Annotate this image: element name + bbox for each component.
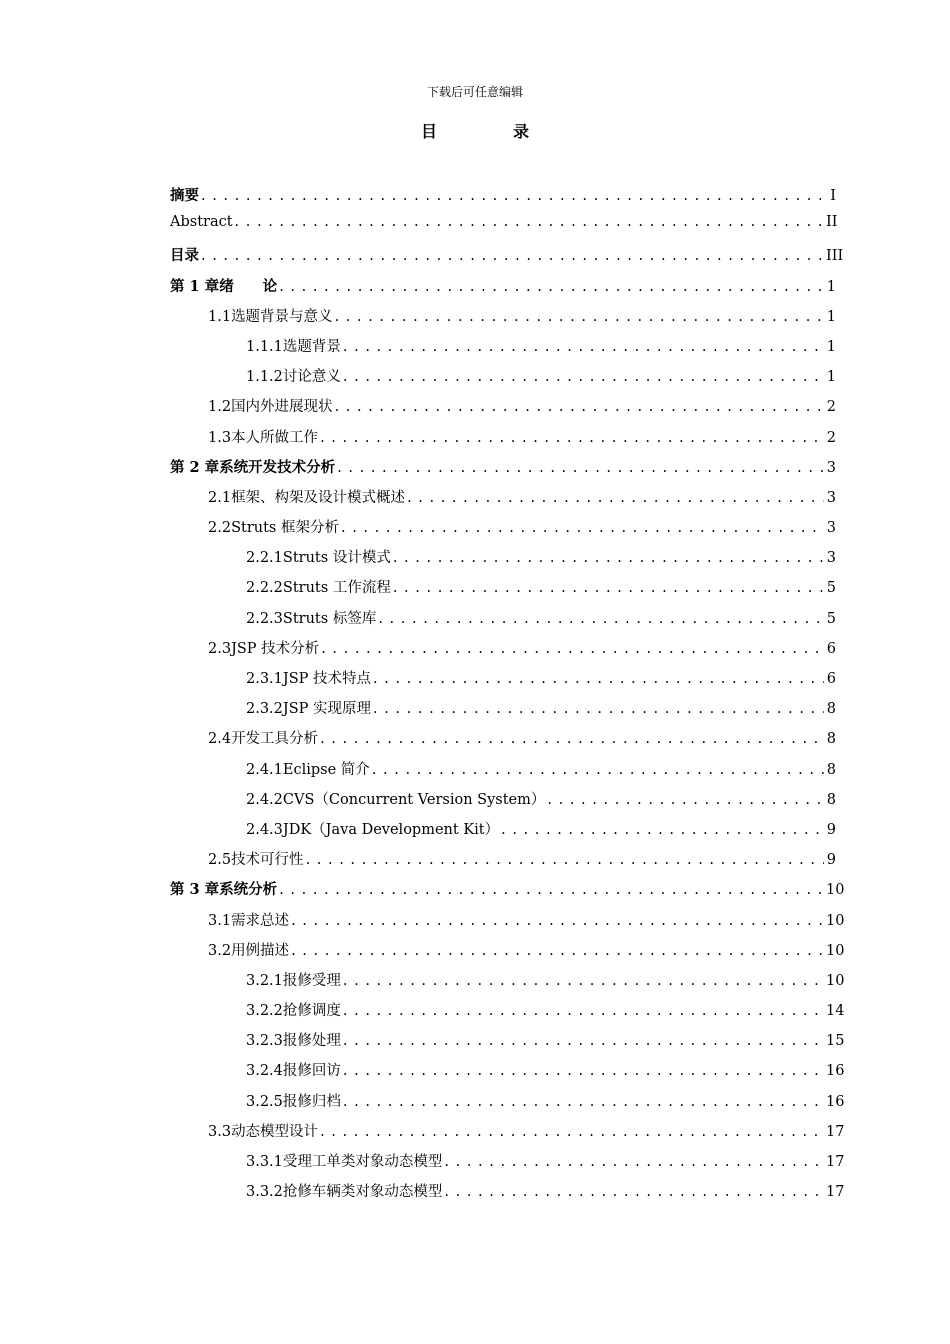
toc-entry[interactable] xyxy=(170,275,836,305)
toc-leader-dots xyxy=(279,279,824,295)
toc-entry-page: 17 xyxy=(826,1123,845,1140)
toc-entry[interactable] xyxy=(170,758,836,788)
toc-leader-dots xyxy=(373,701,824,717)
table-of-contents xyxy=(170,184,845,1210)
toc-entry-page: 14 xyxy=(826,1003,845,1020)
toc-leader-dots xyxy=(343,339,824,355)
toc-entry[interactable] xyxy=(170,1090,845,1120)
toc-entry-number: 1.1.1 xyxy=(246,338,283,355)
toc-entry-label: 目录 xyxy=(170,247,199,265)
toc-entry-page: 9 xyxy=(826,821,836,838)
toc-entry-number: 3.2.1 xyxy=(246,972,283,989)
toc-entry[interactable] xyxy=(170,878,845,908)
toc-entry-number: 2.2.3 xyxy=(246,610,283,627)
toc-entry-page: 1 xyxy=(826,308,836,325)
toc-entry-page: 8 xyxy=(826,731,836,748)
toc-entry-label: Abstract xyxy=(170,214,233,231)
toc-entry-number: 3.3.2 xyxy=(246,1184,283,1201)
toc-leader-dots xyxy=(444,1184,824,1200)
toc-entry[interactable] xyxy=(170,486,836,516)
toc-entry[interactable] xyxy=(170,969,845,999)
toc-entry-page: 10 xyxy=(826,912,845,929)
toc-leader-dots xyxy=(343,973,824,989)
toc-entry-number: 2.4.2 xyxy=(246,791,283,808)
toc-leader-dots xyxy=(337,460,824,476)
toc-entry-page: 8 xyxy=(826,761,836,778)
toc-entry-label: 技术可行性 xyxy=(231,852,304,869)
toc-entry[interactable] xyxy=(170,697,836,727)
toc-leader-dots xyxy=(320,430,824,446)
toc-entry-page: 5 xyxy=(826,580,836,597)
toc-entry-page: I xyxy=(830,188,836,204)
toc-entry-label: CVS（Concurrent Version System） xyxy=(282,791,546,808)
toc-entry-label: 讨论意义 xyxy=(282,369,341,386)
toc-entry-page: 9 xyxy=(826,852,836,869)
toc-entry[interactable] xyxy=(170,456,836,486)
toc-entry[interactable] xyxy=(170,788,836,818)
toc-entry[interactable] xyxy=(170,426,836,456)
toc-entry-page: 17 xyxy=(826,1154,845,1170)
toc-entry-page: 3 xyxy=(826,459,836,476)
toc-entry-number: 3.3 xyxy=(208,1123,232,1140)
toc-entry-number: 第 2 章 xyxy=(170,458,220,476)
toc-entry-number: 2.4.3 xyxy=(246,821,283,838)
toc-entry-page: 10 xyxy=(826,942,845,959)
toc-entry-label: Struts 设计模式 xyxy=(282,550,391,567)
toc-entry-label: 系统分析 xyxy=(219,881,278,899)
toc-entry-number: 第 3 章 xyxy=(170,881,220,899)
toc-entry-page: 1 xyxy=(826,338,836,355)
toc-leader-dots xyxy=(378,611,824,627)
toc-entry[interactable] xyxy=(170,365,836,395)
toc-entry-label: 开发工具分析 xyxy=(231,731,319,748)
toc-entry-number: 1.1.2 xyxy=(246,369,283,386)
toc-entry-label: JSP 技术分析 xyxy=(231,640,320,657)
toc-entry[interactable] xyxy=(170,184,836,214)
toc-entry-number: 2.3 xyxy=(208,640,232,657)
toc-entry-page: 8 xyxy=(826,791,836,808)
toc-entry-label: Eclipse 简介 xyxy=(282,761,370,778)
toc-leader-dots xyxy=(306,852,824,868)
toc-entry-number: 2.3.1 xyxy=(246,671,283,687)
toc-entry-label: 用例描述 xyxy=(231,942,290,959)
toc-leader-dots xyxy=(235,214,824,230)
toc-entry[interactable] xyxy=(170,1150,845,1180)
toc-entry-label: 系统开发技术分析 xyxy=(219,458,336,476)
toc-entry-label: 选题背景与意义 xyxy=(231,308,333,325)
toc-entry[interactable] xyxy=(170,1059,845,1089)
toc-leader-dots xyxy=(335,309,824,325)
toc-entry-number: 1.2 xyxy=(208,399,232,416)
toc-leader-dots xyxy=(201,188,824,204)
toc-entry-label: 摘要 xyxy=(170,187,199,204)
page-title: 目 录 xyxy=(420,122,559,141)
toc-entry-page: 16 xyxy=(826,1093,845,1110)
toc-entry-page: 3 xyxy=(826,489,836,506)
toc-entry-label: Struts 框架分析 xyxy=(231,520,339,537)
toc-entry[interactable] xyxy=(170,546,836,576)
toc-leader-dots xyxy=(291,913,824,929)
toc-entry-page: 8 xyxy=(826,701,836,718)
toc-entry-label: 动态模型设计 xyxy=(231,1123,319,1140)
toc-leader-dots xyxy=(373,671,824,687)
toc-entry-page: 3 xyxy=(826,520,836,537)
toc-entry-page: II xyxy=(826,214,838,231)
toc-entry[interactable] xyxy=(170,305,836,335)
toc-entry[interactable] xyxy=(170,395,836,425)
toc-entry-number: 3.2 xyxy=(208,942,232,959)
toc-entry-number: 3.2.2 xyxy=(246,1003,283,1020)
toc-entry-label: 需求总述 xyxy=(231,912,290,929)
toc-entry-label: Struts 标签库 xyxy=(282,610,377,627)
toc-entry-number: 2.2 xyxy=(208,520,232,537)
toc-entry[interactable] xyxy=(170,244,844,274)
toc-entry-number: 2.2.2 xyxy=(246,580,283,597)
toc-entry-number: 3.2.4 xyxy=(246,1063,283,1080)
toc-entry-number: 2.4.1 xyxy=(246,761,283,778)
toc-entry-label: 国内外进展现状 xyxy=(231,399,333,416)
toc-leader-dots xyxy=(321,641,824,657)
toc-leader-dots xyxy=(343,1094,824,1110)
toc-entry-label: 报修回访 xyxy=(282,1063,341,1080)
toc-leader-dots xyxy=(501,822,824,838)
page-header: 下载后可任意编辑 xyxy=(426,85,523,99)
toc-entry-label: 报修归档 xyxy=(282,1093,341,1110)
toc-leader-dots xyxy=(343,1033,824,1049)
toc-entry[interactable] xyxy=(170,939,845,969)
toc-entry-number: 第 1 章 xyxy=(170,277,220,295)
toc-leader-dots xyxy=(343,369,824,385)
toc-leader-dots xyxy=(291,943,824,959)
toc-entry-number: 3.2.3 xyxy=(246,1033,283,1050)
toc-entry-label: JSP 技术特点 xyxy=(282,671,372,687)
toc-entry-label: 抢修车辆类对象动态模型 xyxy=(282,1184,443,1201)
toc-entry[interactable] xyxy=(170,607,836,637)
toc-leader-dots xyxy=(320,731,824,747)
toc-leader-dots xyxy=(393,580,824,596)
toc-entry-number: 2.1 xyxy=(208,489,232,506)
toc-entry-page: 10 xyxy=(826,972,845,989)
toc-entry-page: 6 xyxy=(826,671,836,687)
toc-leader-dots xyxy=(335,399,824,415)
toc-entry-page: 10 xyxy=(826,882,845,899)
toc-entry-number: 2.2.1 xyxy=(246,550,283,567)
toc-entry-number: 1.1 xyxy=(208,308,232,325)
toc-leader-dots xyxy=(372,762,824,778)
toc-entry-page: III xyxy=(826,248,844,265)
toc-entry-label: 报修受理 xyxy=(282,972,341,989)
toc-entry-page: 16 xyxy=(826,1063,845,1080)
toc-entry-label: JSP 实现原理 xyxy=(282,701,372,718)
toc-entry-label: 选题背景 xyxy=(282,338,341,355)
toc-leader-dots xyxy=(444,1154,824,1170)
toc-entry-page: 2 xyxy=(826,429,836,446)
toc-entry-page: 2 xyxy=(826,399,836,416)
toc-entry[interactable] xyxy=(170,1180,845,1210)
toc-entry[interactable] xyxy=(170,909,845,939)
toc-leader-dots xyxy=(320,1124,824,1140)
toc-leader-dots xyxy=(547,792,824,808)
toc-entry[interactable] xyxy=(170,214,836,244)
toc-entry-page: 17 xyxy=(826,1184,845,1201)
toc-entry-label: 本人所做工作 xyxy=(231,429,319,446)
toc-entry-label: Struts 工作流程 xyxy=(282,580,391,597)
toc-entry-page: 6 xyxy=(826,640,836,657)
toc-entry-number: 3.2.5 xyxy=(246,1093,283,1110)
toc-entry[interactable] xyxy=(170,999,845,1029)
toc-entry-label: JDK（Java Development Kit） xyxy=(282,821,500,838)
toc-entry[interactable] xyxy=(170,818,836,848)
toc-entry-number: 3.1 xyxy=(208,912,232,929)
toc-entry[interactable] xyxy=(170,727,836,757)
toc-entry-page: 3 xyxy=(826,550,836,567)
toc-leader-dots xyxy=(201,248,824,264)
toc-leader-dots xyxy=(343,1003,824,1019)
toc-entry-page: 5 xyxy=(826,610,836,627)
toc-entry[interactable] xyxy=(170,1120,845,1150)
toc-leader-dots xyxy=(279,882,824,898)
toc-entry-page: 1 xyxy=(826,369,836,386)
toc-entry-page: 15 xyxy=(826,1033,845,1050)
toc-entry[interactable] xyxy=(170,335,836,365)
toc-entry-number: 2.3.2 xyxy=(246,701,283,718)
toc-entry-label: 抢修调度 xyxy=(282,1003,341,1020)
toc-entry-number: 2.4 xyxy=(208,731,232,748)
toc-entry[interactable] xyxy=(170,1029,845,1059)
toc-leader-dots xyxy=(393,550,824,566)
toc-leader-dots xyxy=(341,520,824,536)
toc-entry-number: 2.5 xyxy=(208,852,232,869)
toc-entry-number: 3.3.1 xyxy=(246,1154,283,1170)
toc-entry-label: 受理工单类对象动态模型 xyxy=(282,1154,443,1170)
toc-leader-dots xyxy=(407,490,824,506)
toc-entry[interactable] xyxy=(170,848,836,878)
toc-entry-number: 1.3 xyxy=(208,429,232,446)
toc-entry[interactable] xyxy=(170,516,836,546)
toc-entry[interactable] xyxy=(170,667,836,697)
toc-entry[interactable] xyxy=(170,637,836,667)
toc-entry-label: 框架、构架及设计模式概述 xyxy=(231,489,406,506)
toc-entry-page: 1 xyxy=(826,278,836,295)
toc-entry-label: 报修处理 xyxy=(282,1033,341,1050)
toc-entry-label: 绪 论 xyxy=(219,277,278,295)
toc-leader-dots xyxy=(343,1063,824,1079)
toc-entry[interactable] xyxy=(170,576,836,606)
